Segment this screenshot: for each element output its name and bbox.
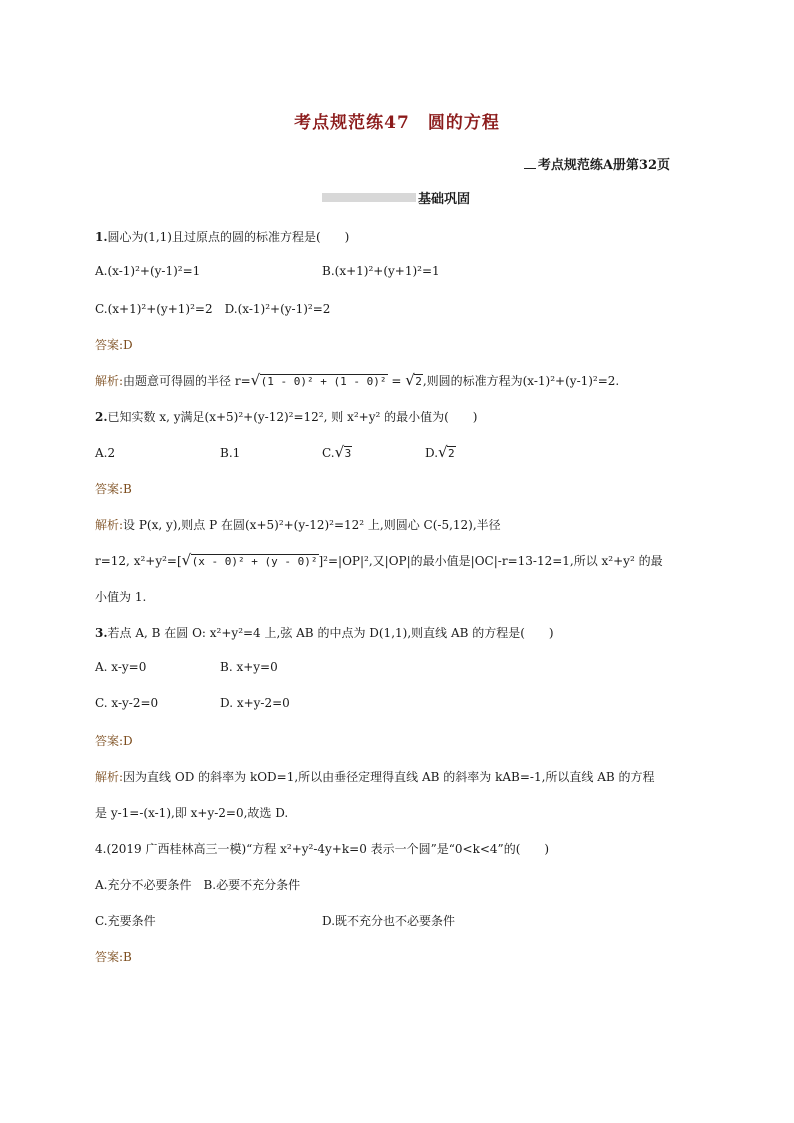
radical: √ 2 — [438, 443, 455, 461]
q3-analysis-line-1 — [95, 768, 655, 785]
q2-answer — [95, 480, 132, 497]
option-prefix: D. — [425, 446, 439, 460]
answer-label: 答案: — [95, 482, 124, 496]
question-1-stem — [95, 228, 349, 245]
question-number: 1. — [95, 230, 108, 244]
question-4-stem: 4.(2019 广西桂林高三一模)“方程 x²+y²-4y+k=0 表示一个圆”是“0<k<4”的( ) — [95, 842, 550, 856]
q4-option-c: C.充要条件 — [95, 914, 156, 928]
radicand: (1 - 0)² + (1 - 0)² — [260, 375, 387, 388]
q3-option-a: A. x-y=0 — [95, 660, 147, 674]
analysis-text: 由题意可得圆的半径 r= — [123, 374, 251, 388]
section-bar — [322, 193, 416, 202]
q4-option-ab: A.充分不必要条件 B.必要不充分条件 — [95, 878, 301, 892]
q2-analysis-line-3: 小值为 1. — [95, 590, 147, 604]
q2-analysis-line-2 — [95, 552, 663, 569]
q3-analysis-line-2: 是 y-1=-(x-1),即 x+y-2=0,故选 D. — [95, 806, 289, 820]
q4-option-d: D.既不充分也不必要条件 — [322, 914, 456, 928]
analysis-text: ]²=|OP|²,又|OP|的最小值是|OC|-r=13-12=1,所以 x²+y² 的最 — [318, 554, 663, 568]
answer-value: B — [123, 950, 132, 964]
radicand: 3 — [344, 447, 352, 460]
q2-option-d — [425, 443, 456, 461]
q1-option-b: B.(x+1)²+(y+1)²=1 — [322, 264, 440, 278]
underline-mark — [524, 168, 536, 169]
option-prefix: C. — [322, 446, 335, 460]
question-3-stem — [95, 624, 554, 641]
question-number: 2. — [95, 410, 108, 424]
textbook-reference — [524, 154, 670, 173]
radicand: 2 — [415, 375, 422, 388]
analysis-text: ,则圆的标准方程为(x-1)²+(y-1)²=2. — [422, 374, 620, 388]
radical: √ (1 - 0)² + (1 - 0)² — [250, 371, 387, 389]
analysis-text: 因为直线 OD 的斜率为 kOD=1,所以由垂径定理得直线 AB 的斜率为 kAB=-1,所以直线 AB 的方程 — [123, 770, 655, 784]
answer-value: D — [123, 734, 133, 748]
analysis-text: = — [387, 374, 406, 388]
answer-label: 答案: — [95, 734, 124, 748]
q3-option-b: B. x+y=0 — [220, 660, 278, 674]
q2-option-b: B.1 — [220, 446, 241, 460]
q3-answer — [95, 732, 133, 749]
q3-option-c: C. x-y-2=0 — [95, 696, 159, 710]
radicand: 2 — [448, 447, 455, 460]
answer-label: 答案: — [95, 950, 124, 964]
analysis-label: 解析: — [95, 374, 124, 388]
q4-answer — [95, 948, 132, 965]
question-text: 若点 A, B 在圆 O: x²+y²=4 上,弦 AB 的中点为 D(1,1),则直线 AB 的方程是( ) — [107, 626, 554, 640]
answer-value: B — [123, 482, 132, 496]
question-text: 圆心为(1,1)且过原点的圆的标准方程是( ) — [107, 230, 350, 244]
question-number: 3. — [95, 626, 108, 640]
analysis-text: r=12, x²+y²=[ — [95, 554, 182, 568]
q2-option-a: A.2 — [95, 446, 116, 460]
question-text: 已知实数 x, y满足(x+5)²+(y-12)²=12², 则 x²+y² 的最小值为( ) — [107, 410, 478, 424]
q1-option-cd: C.(x+1)²+(y+1)²=2 D.(x-1)²+(y-1)²=2 — [95, 302, 331, 316]
q3-option-d: D. x+y-2=0 — [220, 696, 290, 710]
reference-text: 考点规范练A册第32页 — [537, 158, 670, 173]
q1-option-a: A.(x-1)²+(y-1)²=1 — [95, 264, 201, 278]
radicand: (x - 0)² + (y - 0)² — [191, 555, 318, 568]
section-heading: 基础巩固 — [418, 192, 471, 207]
analysis-label: 解析: — [95, 770, 124, 784]
q1-analysis — [95, 372, 619, 389]
radical: √ 3 — [334, 443, 352, 461]
q2-analysis-line-1 — [95, 516, 501, 533]
radical: √ 2 — [405, 371, 422, 389]
analysis-label: 解析: — [95, 518, 124, 532]
q2-option-c — [322, 443, 352, 461]
question-2-stem — [95, 408, 477, 425]
answer-label: 答案: — [95, 338, 124, 352]
analysis-text: 设 P(x, y),则点 P 在圆(x+5)²+(y-12)²=12² 上,则圆心 C(-5,12),半径 — [123, 518, 501, 532]
answer-value: D — [123, 338, 133, 352]
q1-answer — [95, 336, 133, 353]
radical: √ (x - 0)² + (y - 0)² — [181, 551, 318, 569]
page-title: 考点规范练47 圆的方程 — [294, 113, 500, 133]
